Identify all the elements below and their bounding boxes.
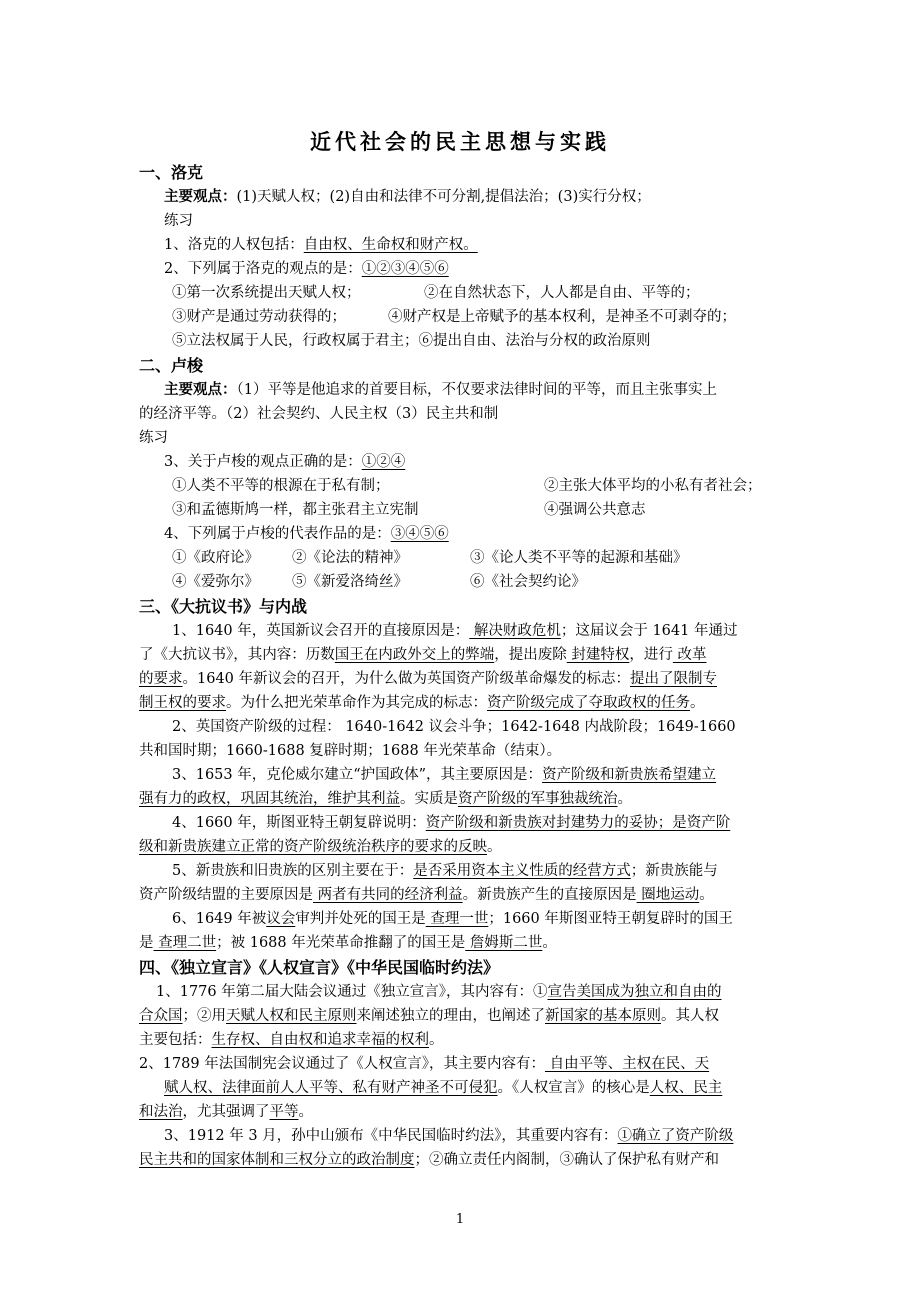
text: 。为什么把光荣革命作为其完成的标志：: [226, 695, 487, 711]
q4-prefix: 4、下列属于卢梭的代表作品的是：: [164, 526, 391, 542]
q4-option-2: ②《论法的精神》: [292, 550, 408, 566]
text: ；1660 年斯图亚特王朝复辟时的国王: [488, 911, 733, 927]
s4-p2-line3: [139, 1102, 313, 1122]
rousseau-view-label: 主要观点：: [164, 382, 237, 398]
locke-main-view: [164, 187, 651, 207]
answer: 宣告美国成为独立和自由的: [547, 984, 722, 1000]
s3-p1-line2: [139, 645, 706, 665]
text: 资产阶级结盟的主要原因是: [139, 887, 313, 903]
s3-p2-line2: 共和国时期；1660-1688 复辟时期；1688 年光荣革命（结束）。: [139, 743, 562, 759]
q1-prefix: 1、洛克的人权包括：: [164, 237, 304, 253]
answer: 和法治: [139, 1104, 183, 1120]
text: 3、1653 年，克伦威尔建立“护国政体”，其主要原因是：: [172, 767, 543, 783]
answer: 提出了限制专: [630, 671, 718, 687]
text: 来阐述独立的理由，也阐述了: [356, 1008, 545, 1024]
section-heading-remonstrance: 三、《大抗议书》与内战: [139, 597, 308, 616]
answer: 是否采用资本主义性质的经营方式: [413, 863, 631, 879]
answer: 合众国: [139, 1008, 183, 1024]
q2-option-5-6: ⑤立法权属于人民，行政权属于君主；⑥提出自由、法治与分权的政治原则: [172, 333, 651, 349]
answer: 平等: [269, 1104, 299, 1120]
q4-option-1: ①《政府论》: [172, 550, 259, 566]
s3-p6-line1: [172, 909, 733, 929]
text: 。: [699, 887, 714, 903]
s3-p5-line1: [172, 861, 718, 881]
text: 6、1649 年被: [172, 911, 267, 927]
text: 。《人权宣言》的核心是: [497, 1080, 650, 1096]
text: ，尤其强调了: [182, 1104, 270, 1120]
answer: 强有力的政权，巩固其统治，维护其利益: [139, 791, 400, 807]
q4-option-6: ⑥《社会契约论》: [470, 574, 586, 590]
text: 审判并处死的国王是: [295, 911, 426, 927]
text: 2、1789 年法国制宪会议通过了《人权宣言》，其主要内容有：: [139, 1056, 545, 1072]
text: 。: [690, 695, 705, 711]
s4-p3-line2: [139, 1150, 719, 1170]
text: 。: [617, 791, 632, 807]
q3-prefix: 3、关于卢梭的观点正确的是：: [164, 454, 362, 470]
s4-p2-line2: [164, 1078, 722, 1098]
answer: 圈地运动: [636, 887, 700, 903]
answer: ①确立了资产阶级: [617, 1128, 734, 1144]
text: 。其人权: [661, 1008, 719, 1024]
answer: 民主共和的国家体制和三权分立的政治制度: [139, 1152, 415, 1168]
answer: 议会: [266, 911, 296, 927]
s3-p1-line3: [139, 669, 717, 689]
answer: 查理一世: [425, 911, 489, 927]
text: ；②用: [182, 1008, 226, 1024]
rousseau-view-text-1: （1）平等是他追求的首要目标，不仅要求法律时间的平等，而且主张事实上: [236, 382, 717, 398]
text: 。新贵族产生的直接原因是: [462, 887, 637, 903]
text: 1、1640 年，英国新议会召开的直接原因是：: [172, 623, 470, 639]
page-number: 1: [455, 1212, 465, 1227]
text: 。: [542, 935, 557, 951]
text: 。: [429, 1032, 444, 1048]
s4-p1-line1: [156, 982, 721, 1002]
s4-p1-line3: [139, 1030, 444, 1050]
text: 。1640 年新议会的召开，为什么做为英国资产阶级革命爆发的标志：: [182, 671, 631, 687]
text: ；②确立责任内阁制，③确认了保护私有财产和: [414, 1152, 719, 1168]
q2-answer: ①②③④⑤⑥: [361, 261, 449, 277]
answer: 制王权的要求: [139, 695, 226, 711]
answer: 封建特权: [566, 647, 630, 663]
text: ，提出废除: [494, 647, 567, 663]
answer: 自由平等、主权在民、天: [544, 1056, 710, 1072]
answer: 改革: [672, 647, 707, 663]
s3-p4-line1: [172, 813, 730, 833]
text: 4、1660 年，斯图亚特王朝复辟说明：: [172, 815, 426, 831]
q2-prefix: 2、下列属于洛克的观点的是：: [164, 261, 362, 277]
answer: 天赋人权和民主原则: [226, 1008, 357, 1024]
q4-option-5: ⑤《新爱洛绮丝》: [292, 574, 408, 590]
q2-option-3: ③财产是通过劳动获得的；: [172, 309, 346, 325]
answer: 詹姆斯二世: [465, 935, 543, 951]
q2-option-2: ②在自然状态下，人人都是自由、平等的；: [424, 285, 700, 301]
text: 主要包括：: [139, 1032, 212, 1048]
answer: 国王在内政外交上的弊端: [334, 647, 495, 663]
text: 。: [487, 839, 502, 855]
section-heading-declarations: 四、《独立宣言》《人权宣言》《中华民国临时约法》: [139, 958, 500, 977]
question-4: [164, 524, 449, 544]
practice-label-2: 练习: [139, 430, 168, 446]
q3-answer: ①②④: [361, 454, 406, 470]
s3-p3-line2: [139, 789, 632, 809]
q2-option-4: ④财产权是上帝赋予的基本权利，是神圣不可剥夺的；: [388, 309, 736, 325]
answer: 级和新贵族建立正常的资产阶级统治秩序的要求的反映: [139, 839, 487, 855]
s4-p2-line1: [139, 1054, 709, 1074]
q1-answer: 自由权、生命权和财产权。: [303, 237, 478, 253]
text: 3、1912 年 3 月，孙中山颁布《中华民国临时约法》，其重要内容有：: [164, 1128, 618, 1144]
answer: 两者有共同的经济利益: [313, 887, 463, 903]
question-1: [164, 235, 478, 255]
text: 了《大抗议书》，其内容：历数: [139, 647, 335, 663]
practice-label: 练习: [164, 213, 193, 229]
section-heading-locke: 一、洛克: [139, 163, 204, 182]
answer: 资产阶级和新贵族希望建立: [542, 767, 717, 783]
s3-p4-line2: [139, 837, 502, 857]
answer: 资产阶级的军事独裁统治: [458, 791, 618, 807]
answer: 新国家的基本原则: [545, 1008, 661, 1024]
s3-p5-line2: [139, 885, 714, 905]
answer: 生存权、自由权和追求幸福的权利: [211, 1032, 429, 1048]
text: 。实质是: [400, 791, 458, 807]
answer: 查理二世: [153, 935, 217, 951]
locke-view-label: 主要观点：: [164, 189, 237, 205]
q4-option-4: ④《爱弥尔》: [172, 574, 259, 590]
q2-option-1: ①第一次系统提出天赋人权；: [172, 285, 361, 301]
rousseau-main-view: [164, 380, 717, 400]
s3-p6-line2: [139, 933, 557, 953]
text: ；这届议会于 1641 年通过: [560, 623, 738, 639]
question-2: [164, 259, 449, 279]
s4-p1-line2: [139, 1006, 719, 1026]
page-title: 近代社会的民主思想与实践: [310, 130, 610, 154]
q4-option-3: ③《论人类不平等的起源和基础》: [470, 550, 688, 566]
answer: 的要求: [139, 671, 183, 687]
locke-view-text: (1)天赋人权；(2)自由和法律不可分割,提倡法治；(3)实行分权；: [236, 189, 651, 205]
text: ，进行: [629, 647, 673, 663]
text: 1、1776 年第二届大陆会议通过《独立宣言》，其内容有：①: [156, 984, 548, 1000]
q4-answer: ③④⑤⑥: [390, 526, 449, 542]
q3-option-2: ②主张大体平均的小私有者社会；: [544, 478, 762, 494]
s4-p3-line1: [164, 1126, 733, 1146]
question-3: [164, 452, 405, 472]
text: ；被 1688 年光荣革命推翻了的国王是: [216, 935, 466, 951]
text: ；新贵族能与: [630, 863, 718, 879]
answer: 赋人权、法律面前人人平等、私有财产神圣不可侵犯: [164, 1080, 498, 1096]
section-heading-rousseau: 二、卢梭: [139, 356, 204, 375]
answer: 资产阶级和新贵族对封建势力的妥协；是资产阶: [425, 815, 731, 831]
answer: 解决财政危机: [469, 623, 561, 639]
text: 是: [139, 935, 154, 951]
q3-option-3: ③和孟德斯鸠一样，都主张君主立宪制: [172, 502, 419, 518]
s3-p3-line1: [172, 765, 716, 785]
text: 。: [298, 1104, 313, 1120]
answer: 资产阶级完成了夺取政权的任务: [487, 695, 690, 711]
s3-p2-line1: 2、英国资产阶级的过程： 1640-1642 议会斗争；1642-1648 内战阶段；1649-1660: [172, 719, 736, 735]
q3-option-4: ④强调公共意志: [544, 502, 646, 518]
s3-p1-line1: [172, 621, 737, 641]
text: 5、新贵族和旧贵族的区别主要在于：: [172, 863, 414, 879]
rousseau-view-text-2: 的经济平等。（2）社会契约、人民主权（3）民主共和制: [139, 406, 499, 422]
answer: 人权、民主: [649, 1080, 723, 1096]
s3-p1-line4: [139, 693, 705, 713]
q3-option-1: ①人类不平等的根源在于私有制；: [172, 478, 390, 494]
